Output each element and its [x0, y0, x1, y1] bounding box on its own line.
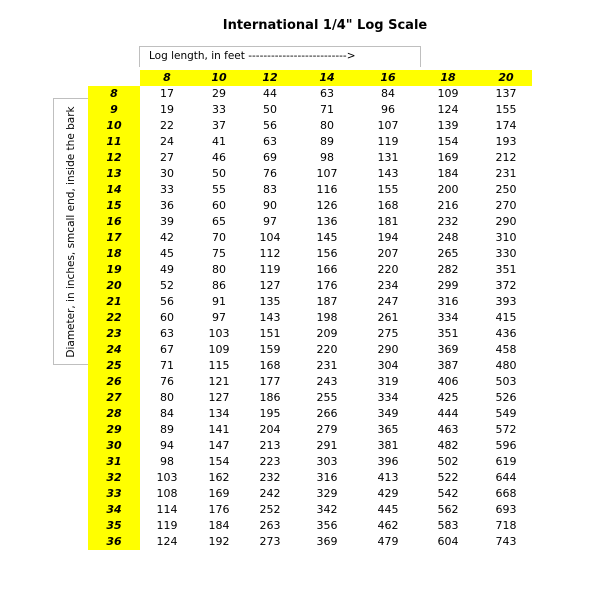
volume-cell: 266: [316, 407, 338, 420]
volume-cell: 462: [377, 519, 399, 532]
diameter-cell: 10: [106, 119, 122, 132]
volume-cell: 319: [377, 375, 399, 388]
volume-cell: 168: [259, 359, 281, 372]
volume-cell: 184: [437, 167, 459, 180]
volume-cell: 166: [316, 263, 338, 276]
volume-cell: 415: [495, 311, 517, 324]
volume-cell: 644: [495, 471, 517, 484]
volume-cell: 70: [212, 231, 226, 244]
volume-cell: 112: [259, 247, 281, 260]
volume-cell: 220: [377, 263, 399, 276]
volume-cell: 248: [437, 231, 459, 244]
table-row: [140, 214, 532, 230]
volume-cell: 444: [437, 407, 459, 420]
volume-cell: 50: [263, 103, 277, 116]
volume-cell: 109: [437, 87, 459, 100]
volume-cell: 316: [316, 471, 338, 484]
volume-cell: 116: [316, 183, 338, 196]
volume-cell: 127: [259, 279, 281, 292]
volume-cell: 63: [263, 135, 277, 148]
volume-cell: 572: [495, 423, 517, 436]
volume-cell: 104: [259, 231, 281, 244]
volume-cell: 463: [437, 423, 459, 436]
diameter-cell: 28: [106, 407, 122, 420]
volume-cell: 76: [160, 375, 174, 388]
volume-cell: 97: [263, 215, 277, 228]
diameter-cell: 23: [106, 327, 122, 340]
table-row: [140, 390, 532, 406]
volume-cell: 429: [377, 487, 399, 500]
volume-cell: 19: [160, 103, 174, 116]
volume-cell: 232: [259, 471, 281, 484]
volume-cell: 80: [212, 263, 226, 276]
volume-cell: 351: [495, 263, 517, 276]
volume-cell: 76: [263, 167, 277, 180]
length-header-cell: 14: [319, 71, 335, 84]
diameter-cell: 26: [106, 375, 122, 388]
title-text: International 1/4" Log Scale: [222, 18, 428, 33]
diameter-cell: 29: [106, 423, 122, 436]
volume-cell: 98: [160, 455, 174, 468]
length-header-cell: 16: [380, 71, 396, 84]
volume-cell: 155: [495, 103, 517, 116]
volume-cell: 84: [160, 407, 174, 420]
diameter-cell: 20: [106, 279, 122, 292]
volume-cell: 119: [259, 263, 281, 276]
volume-cell: 200: [437, 183, 459, 196]
volume-cell: 169: [208, 487, 230, 500]
table-row: [140, 326, 532, 342]
volume-cell: 176: [208, 503, 230, 516]
volume-cell: 290: [377, 343, 399, 356]
table-row: [140, 358, 532, 374]
volume-cell: 330: [495, 247, 517, 260]
volume-cell: 743: [495, 535, 517, 548]
volume-cell: 94: [160, 439, 174, 452]
volume-cell: 291: [316, 439, 338, 452]
volume-cell: 156: [316, 247, 338, 260]
volume-cell: 159: [259, 343, 281, 356]
volume-cell: 109: [208, 343, 230, 356]
volume-cell: 250: [495, 183, 517, 196]
volume-cell: 542: [437, 487, 459, 500]
diameter-cell: 25: [106, 359, 122, 372]
volume-cell: 177: [259, 375, 281, 388]
volume-cell: 29: [212, 87, 226, 100]
volume-cell: 136: [316, 215, 338, 228]
volume-cell: 192: [208, 535, 230, 548]
volume-cell: 290: [495, 215, 517, 228]
diameter-cell: 19: [106, 263, 122, 276]
volume-cell: 154: [437, 135, 459, 148]
table-row: [140, 534, 532, 550]
volume-cell: 212: [495, 151, 517, 164]
table-row: [140, 518, 532, 534]
volume-cell: 243: [316, 375, 338, 388]
volume-cell: 223: [259, 455, 281, 468]
table-row: [140, 230, 532, 246]
volume-cell: 184: [208, 519, 230, 532]
volume-cell: 562: [437, 503, 459, 516]
volume-cell: 242: [259, 487, 281, 500]
volume-cell: 89: [320, 135, 334, 148]
volume-cell: 141: [208, 423, 230, 436]
volume-cell: 252: [259, 503, 281, 516]
volume-cell: 270: [495, 199, 517, 212]
volume-cell: 22: [160, 119, 174, 132]
length-header-cell: 12: [262, 71, 278, 84]
volume-cell: 181: [377, 215, 399, 228]
volume-cell: 103: [208, 327, 230, 340]
volume-cell: 56: [263, 119, 277, 132]
volume-cell: 96: [381, 103, 395, 116]
volume-cell: 127: [208, 391, 230, 404]
volume-cell: 114: [156, 503, 178, 516]
volume-cell: 41: [212, 135, 226, 148]
volume-cell: 195: [259, 407, 281, 420]
volume-cell: 75: [212, 247, 226, 260]
table-row: [140, 422, 532, 438]
volume-cell: 80: [320, 119, 334, 132]
diameter-cell: 9: [110, 103, 118, 116]
volume-cell: 503: [495, 375, 517, 388]
table-row: [140, 438, 532, 454]
volume-cell: 334: [437, 311, 459, 324]
diameter-column: [88, 86, 140, 550]
diameter-cell: 8: [110, 87, 118, 100]
volume-cell: 193: [495, 135, 517, 148]
volume-cell: 107: [316, 167, 338, 180]
table-row: [140, 406, 532, 422]
volume-cell: 121: [208, 375, 230, 388]
volume-cell: 445: [377, 503, 399, 516]
volume-cell: 89: [160, 423, 174, 436]
volume-cell: 91: [212, 295, 226, 308]
volume-cell: 502: [437, 455, 459, 468]
volume-cell: 231: [495, 167, 517, 180]
volume-cell: 381: [377, 439, 399, 452]
volume-cell: 49: [160, 263, 174, 276]
volume-cell: 303: [316, 455, 338, 468]
volume-cell: 30: [160, 167, 174, 180]
volume-cell: 273: [259, 535, 281, 548]
volume-cell: 718: [495, 519, 517, 532]
diameter-cell: 21: [106, 295, 122, 308]
diameter-cell: 16: [106, 215, 122, 228]
volume-cell: 282: [437, 263, 459, 276]
volume-cell: 596: [495, 439, 517, 452]
volume-cell: 310: [495, 231, 517, 244]
volume-cell: 425: [437, 391, 459, 404]
diameter-cell: 18: [106, 247, 122, 260]
page-title: [0, 18, 602, 33]
volume-cell: 135: [259, 295, 281, 308]
volume-cell: 458: [495, 343, 517, 356]
volume-cell: 119: [377, 135, 399, 148]
diameter-cell: 15: [106, 199, 122, 212]
volume-cell: 387: [437, 359, 459, 372]
volume-cell: 107: [377, 119, 399, 132]
volume-cell: 279: [316, 423, 338, 436]
diameter-cell: 27: [106, 391, 122, 404]
volume-cell: 479: [377, 535, 399, 548]
volume-cell: 334: [377, 391, 399, 404]
volume-cell: 98: [320, 151, 334, 164]
volume-cell: 63: [320, 87, 334, 100]
volume-cell: 162: [208, 471, 230, 484]
volume-cell: 36: [160, 199, 174, 212]
table-row: [140, 150, 532, 166]
volume-cell: 263: [259, 519, 281, 532]
volume-cell: 480: [495, 359, 517, 372]
table-row: [140, 246, 532, 262]
length-header-cell: 10: [211, 71, 227, 84]
volume-cell: 46: [212, 151, 226, 164]
volume-cell: 27: [160, 151, 174, 164]
volume-cell: 304: [377, 359, 399, 372]
volume-cell: 60: [160, 311, 174, 324]
volume-cell: 97: [212, 311, 226, 324]
volume-cell: 17: [160, 87, 174, 100]
volume-cell: 145: [316, 231, 338, 244]
diameter-cell: 34: [106, 503, 122, 516]
volume-cell: 693: [495, 503, 517, 516]
volume-cell: 275: [377, 327, 399, 340]
volume-cell: 139: [437, 119, 459, 132]
volume-cell: 143: [259, 311, 281, 324]
volume-cell: 84: [381, 87, 395, 100]
volume-cell: 204: [259, 423, 281, 436]
table-row: [140, 470, 532, 486]
volume-cell: 33: [212, 103, 226, 116]
volume-cell: 526: [495, 391, 517, 404]
diameter-label-box: [53, 98, 88, 365]
volume-cell: 55: [212, 183, 226, 196]
volume-cell: 356: [316, 519, 338, 532]
table-row: [140, 342, 532, 358]
diameter-cell: 30: [106, 439, 122, 452]
volume-cell: 174: [495, 119, 517, 132]
volume-cell: 71: [160, 359, 174, 372]
length-header-cell: 18: [440, 71, 456, 84]
volume-cell: 60: [212, 199, 226, 212]
volume-cell: 131: [377, 151, 399, 164]
volume-cell: 52: [160, 279, 174, 292]
volume-cell: 143: [377, 167, 399, 180]
volume-cell: 67: [160, 343, 174, 356]
diameter-cell: 31: [106, 455, 122, 468]
volume-cell: 80: [160, 391, 174, 404]
table-row: [140, 166, 532, 182]
volume-cell: 396: [377, 455, 399, 468]
volume-cell: 393: [495, 295, 517, 308]
table-row: [140, 198, 532, 214]
volume-cell: 583: [437, 519, 459, 532]
volume-cell: 255: [316, 391, 338, 404]
volume-cell: 83: [263, 183, 277, 196]
volume-cell: 406: [437, 375, 459, 388]
table-row: [140, 182, 532, 198]
volume-cell: 169: [437, 151, 459, 164]
table-row: [140, 374, 532, 390]
volume-cell: 42: [160, 231, 174, 244]
table-row: [140, 502, 532, 518]
volume-cell: 124: [437, 103, 459, 116]
volume-cell: 124: [156, 535, 178, 548]
volume-cell: 549: [495, 407, 517, 420]
volume-cell: 329: [316, 487, 338, 500]
volume-cell: 232: [437, 215, 459, 228]
log-length-label: Log length, in feet -------------------------->: [139, 46, 421, 67]
volume-cell: 198: [316, 311, 338, 324]
volume-cell: 299: [437, 279, 459, 292]
volume-cell: 220: [316, 343, 338, 356]
volume-cell: 213: [259, 439, 281, 452]
volume-cell: 186: [259, 391, 281, 404]
volume-cell: 44: [263, 87, 277, 100]
volume-cell: 231: [316, 359, 338, 372]
volume-cell: 115: [208, 359, 230, 372]
volume-cell: 234: [377, 279, 399, 292]
volume-cell: 63: [160, 327, 174, 340]
volume-cell: 24: [160, 135, 174, 148]
volume-cell: 482: [437, 439, 459, 452]
diameter-cell: 35: [106, 519, 122, 532]
volume-cell: 45: [160, 247, 174, 260]
table-row: [140, 102, 532, 118]
volume-cell: 369: [316, 535, 338, 548]
volume-cell: 187: [316, 295, 338, 308]
volume-cell: 365: [377, 423, 399, 436]
diameter-cell: 17: [106, 231, 122, 244]
volume-cell: 342: [316, 503, 338, 516]
length-header-cell: 20: [498, 71, 514, 84]
volume-cell: 108: [156, 487, 178, 500]
table-row: [140, 134, 532, 150]
volume-cell: 39: [160, 215, 174, 228]
volume-cell: 86: [212, 279, 226, 292]
volume-cell: 154: [208, 455, 230, 468]
volume-cell: 216: [437, 199, 459, 212]
table-row: [140, 278, 532, 294]
volume-cell: 619: [495, 455, 517, 468]
length-header-cell: 8: [163, 71, 171, 84]
volume-cell: 369: [437, 343, 459, 356]
table-row: [140, 118, 532, 134]
diameter-cell: 14: [106, 183, 122, 196]
volume-cell: 147: [208, 439, 230, 452]
table-row: [140, 454, 532, 470]
volume-cell: 168: [377, 199, 399, 212]
volume-cell: 436: [495, 327, 517, 340]
volume-cell: 65: [212, 215, 226, 228]
volume-cell: 668: [495, 487, 517, 500]
volume-cell: 247: [377, 295, 399, 308]
volume-cell: 103: [156, 471, 178, 484]
diameter-cell: 36: [106, 535, 122, 548]
volume-cell: 90: [263, 199, 277, 212]
volume-cell: 194: [377, 231, 399, 244]
volume-cell: 126: [316, 199, 338, 212]
diameter-cell: 24: [106, 343, 122, 356]
volume-cell: 33: [160, 183, 174, 196]
volume-cell: 155: [377, 183, 399, 196]
volume-cell: 50: [212, 167, 226, 180]
volume-cell: 351: [437, 327, 459, 340]
volume-cell: 604: [437, 535, 459, 548]
volume-cell: 137: [495, 87, 517, 100]
diameter-cell: 22: [106, 311, 122, 324]
table-row: [140, 310, 532, 326]
diameter-cell: 11: [106, 135, 122, 148]
table-row: [140, 86, 532, 102]
length-header-row: [140, 70, 532, 86]
volume-cell: 119: [156, 519, 178, 532]
diameter-cell: 33: [106, 487, 122, 500]
diameter-cell: 12: [106, 151, 122, 164]
volume-cell: 413: [377, 471, 399, 484]
diameter-cell: 13: [106, 167, 122, 180]
table-row: [140, 486, 532, 502]
volume-cell: 261: [377, 311, 399, 324]
diameter-label: Diameter, in inches, smcall end, inside the bark: [65, 105, 77, 358]
volume-cell: 69: [263, 151, 277, 164]
table-row: [140, 294, 532, 310]
volume-cell: 265: [437, 247, 459, 260]
volume-cell: 522: [437, 471, 459, 484]
volume-cell: 37: [212, 119, 226, 132]
volume-cell: 134: [208, 407, 230, 420]
diameter-cell: 32: [106, 471, 122, 484]
volume-cell: 151: [259, 327, 281, 340]
volume-cell: 209: [316, 327, 338, 340]
volume-cell: 176: [316, 279, 338, 292]
volume-cell: 372: [495, 279, 517, 292]
volume-cell: 316: [437, 295, 459, 308]
table-row: [140, 262, 532, 278]
volume-cell: 71: [320, 103, 334, 116]
volume-cell: 207: [377, 247, 399, 260]
volume-cell: 349: [377, 407, 399, 420]
volume-cell: 56: [160, 295, 174, 308]
